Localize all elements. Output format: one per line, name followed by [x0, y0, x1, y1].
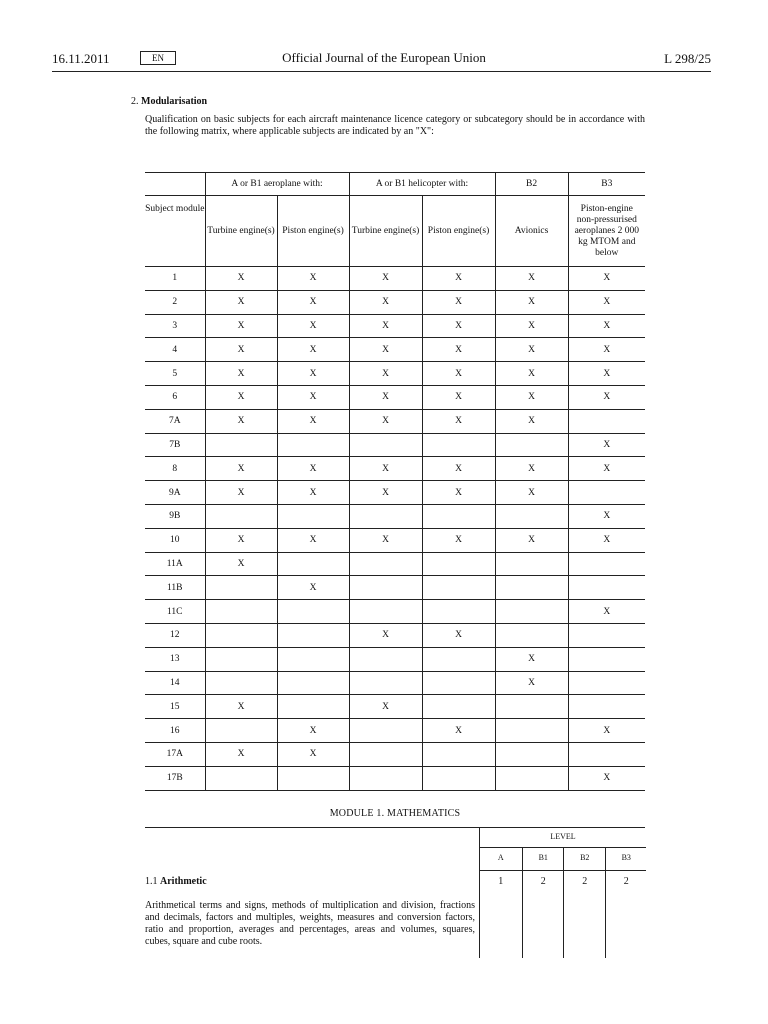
subject-description: Arithmetical terms and signs, methods of multiplication and division, fractions and decimals, factors and multiples, weights, measures and conversion factors, ratio and proportion, averages and percentages, areas and volumes, squares, cubes, square and cube roots. [145, 900, 475, 947]
matrix-cell: X [422, 719, 495, 743]
matrix-cell [205, 647, 277, 671]
matrix-cell: X [495, 362, 568, 386]
matrix-cell [277, 766, 349, 790]
matrix-cell: X [205, 314, 277, 338]
module-number-cell: 16 [145, 719, 205, 743]
table-row [145, 552, 645, 576]
level-header-b2: B2 [580, 853, 590, 862]
matrix-cell: X [277, 290, 349, 314]
section-number: 2. [131, 96, 139, 107]
table-row [145, 362, 645, 386]
table-row [145, 623, 645, 647]
matrix-cell: X [568, 290, 645, 314]
matrix-cell [495, 504, 568, 528]
module-number-cell: 3 [145, 314, 205, 338]
matrix-cell: X [277, 385, 349, 409]
matrix-cell [422, 766, 495, 790]
matrix-cell [422, 433, 495, 457]
matrix-cell: X [568, 457, 645, 481]
matrix-cell: X [422, 481, 495, 505]
matrix-cell: X [422, 267, 495, 291]
matrix-cell: X [277, 528, 349, 552]
matrix-cell [277, 647, 349, 671]
table-row [145, 671, 645, 695]
module-number-cell: 12 [145, 623, 205, 647]
matrix-cell: X [205, 457, 277, 481]
group-header-b3: B3 [568, 173, 645, 196]
matrix-cell: X [568, 719, 645, 743]
matrix-cell: X [495, 409, 568, 433]
module-number-cell: 7A [145, 409, 205, 433]
level-value-b1: 2 [540, 876, 546, 887]
matrix-cell: X [568, 314, 645, 338]
matrix-cell: X [349, 457, 422, 481]
matrix-cell: X [495, 338, 568, 362]
matrix-cell [422, 695, 495, 719]
matrix-cell: X [495, 671, 568, 695]
matrix-cell [205, 623, 277, 647]
matrix-cell [495, 576, 568, 600]
matrix-cell: X [495, 314, 568, 338]
matrix-cell: X [568, 600, 645, 624]
matrix-cell [277, 695, 349, 719]
matrix-cell: X [422, 362, 495, 386]
level-table [479, 828, 646, 958]
matrix-cell [422, 504, 495, 528]
matrix-cell [349, 742, 422, 766]
matrix-cell: X [568, 504, 645, 528]
table-row [145, 719, 645, 743]
module-number-cell: 11C [145, 600, 205, 624]
module-title: MODULE 1. MATHEMATICS [329, 808, 461, 819]
table-row [145, 742, 645, 766]
group-header-helicopter: A or B1 helicopter with: [349, 173, 495, 196]
matrix-cell: X [349, 290, 422, 314]
matrix-cell: X [205, 481, 277, 505]
matrix-cell: X [277, 719, 349, 743]
table-row [145, 267, 645, 291]
table-row [145, 600, 645, 624]
matrix-cell: X [495, 528, 568, 552]
matrix-cell [349, 504, 422, 528]
subject-heading [145, 876, 207, 887]
matrix-cell: X [349, 314, 422, 338]
matrix-cell [205, 671, 277, 695]
group-header-b2: B2 [495, 173, 568, 196]
matrix-cell: X [349, 695, 422, 719]
matrix-cell [422, 576, 495, 600]
table-row [145, 385, 645, 409]
matrix-cell [349, 766, 422, 790]
level-header-a: A [497, 853, 504, 862]
journal-title: Official Journal of the European Union [282, 50, 486, 65]
matrix-cell: X [205, 267, 277, 291]
matrix-cell [205, 504, 277, 528]
matrix-cell: X [495, 647, 568, 671]
matrix-cell: X [349, 623, 422, 647]
matrix-cell: X [277, 742, 349, 766]
matrix-cell [568, 742, 645, 766]
level-header-b3: B3 [621, 853, 631, 862]
matrix-cell: X [205, 338, 277, 362]
level-value-b3: 2 [623, 876, 629, 887]
section-title: Modularisation [141, 96, 208, 107]
matrix-cell: X [277, 362, 349, 386]
table-row [145, 695, 645, 719]
matrix-cell [495, 719, 568, 743]
matrix-cell: X [495, 267, 568, 291]
table-row [145, 766, 645, 790]
module-number-cell: 1 [145, 267, 205, 291]
language-badge: EN [140, 51, 176, 65]
helicopter-turbine-header: Turbine engine(s) [349, 196, 422, 267]
table-row [145, 647, 645, 671]
matrix-cell: X [349, 528, 422, 552]
matrix-cell: X [205, 552, 277, 576]
matrix-cell: X [277, 314, 349, 338]
group-header-aeroplane: A or B1 aeroplane with: [205, 173, 349, 196]
table-row [145, 433, 645, 457]
matrix-cell: X [422, 528, 495, 552]
page-number: L 298/25 [664, 51, 711, 66]
matrix-cell [205, 719, 277, 743]
level-header-b1: B1 [538, 853, 548, 862]
module-number-cell: 8 [145, 457, 205, 481]
matrix-cell [349, 433, 422, 457]
matrix-cell: X [568, 766, 645, 790]
level-col-a [480, 848, 522, 958]
module-number-cell: 17A [145, 742, 205, 766]
matrix-cell: X [349, 338, 422, 362]
matrix-cell [495, 742, 568, 766]
matrix-cell [495, 600, 568, 624]
matrix-cell [205, 766, 277, 790]
module-number-cell: 7B [145, 433, 205, 457]
matrix-cell [495, 766, 568, 790]
matrix-cell [495, 433, 568, 457]
level-col-b1 [522, 848, 565, 958]
matrix-cell [277, 504, 349, 528]
matrix-cell: X [349, 385, 422, 409]
level-col-b2 [563, 848, 606, 958]
module-table [145, 827, 645, 947]
table-row [145, 576, 645, 600]
matrix-cell: X [568, 362, 645, 386]
matrix-cell: X [568, 385, 645, 409]
header-rule [52, 71, 711, 72]
aeroplane-piston-header: Piston engine(s) [277, 196, 349, 267]
matrix-cell: X [422, 623, 495, 647]
module-number-cell: 14 [145, 671, 205, 695]
module-number-cell: 10 [145, 528, 205, 552]
matrix-cell: X [277, 576, 349, 600]
matrix-cell: X [205, 385, 277, 409]
matrix-cell [349, 671, 422, 695]
matrix-cell [568, 576, 645, 600]
level-value-a: 1 [498, 876, 504, 887]
matrix-cell [568, 671, 645, 695]
module-number-cell: 13 [145, 647, 205, 671]
helicopter-piston-header: Piston engine(s) [422, 196, 495, 267]
table-row [145, 314, 645, 338]
matrix-body [145, 267, 645, 791]
level-columns [480, 848, 646, 958]
matrix-cell: X [205, 290, 277, 314]
matrix-cell [422, 552, 495, 576]
level-label: LEVEL [550, 832, 576, 841]
matrix-cell: X [277, 267, 349, 291]
matrix-cell: X [422, 338, 495, 362]
b2-avionics-header: Avionics [495, 196, 568, 267]
matrix-cell [277, 552, 349, 576]
matrix-cell: X [205, 528, 277, 552]
matrix-cell: X [568, 433, 645, 457]
publication-date: 16.11.2011 [52, 51, 110, 66]
matrix-cell [349, 647, 422, 671]
subject-title: Arithmetic [160, 876, 207, 887]
matrix-cell [277, 671, 349, 695]
matrix-cell [349, 552, 422, 576]
matrix-cell [495, 623, 568, 647]
matrix-cell: X [277, 409, 349, 433]
matrix-cell: X [205, 409, 277, 433]
matrix-cell: X [349, 481, 422, 505]
matrix-cell: X [422, 290, 495, 314]
matrix-cell: X [568, 528, 645, 552]
matrix-cell [349, 576, 422, 600]
matrix-cell [568, 409, 645, 433]
matrix-cell [277, 433, 349, 457]
matrix-cell: X [205, 695, 277, 719]
aeroplane-turbine-header: Turbine engine(s) [205, 196, 277, 267]
section-intro: Qualification on basic subjects for each aircraft maintenance licence category or subcategory should be in accordance with the following matrix, where applicable subjects are indicated by an "X": [145, 114, 645, 137]
matrix-cell: X [349, 409, 422, 433]
matrix-cell [568, 623, 645, 647]
corner-cell [145, 173, 205, 196]
table-row [145, 528, 645, 552]
matrix-cell [349, 600, 422, 624]
table-row [145, 481, 645, 505]
matrix-cell: X [277, 457, 349, 481]
level-header-rule [480, 870, 646, 871]
matrix-cell [568, 695, 645, 719]
module-number-cell: 4 [145, 338, 205, 362]
table-row [145, 504, 645, 528]
matrix-cell: X [495, 457, 568, 481]
table-row [145, 290, 645, 314]
table-row [145, 457, 645, 481]
table-row [145, 338, 645, 362]
matrix-cell [205, 576, 277, 600]
matrix-cell: X [495, 385, 568, 409]
section-heading [131, 96, 207, 107]
matrix-cell: X [495, 481, 568, 505]
module-number-cell: 2 [145, 290, 205, 314]
module-number-cell: 9A [145, 481, 205, 505]
level-value-b2: 2 [582, 876, 588, 887]
modularisation-matrix [145, 172, 645, 791]
matrix-cell [422, 647, 495, 671]
module-number-cell: 15 [145, 695, 205, 719]
matrix-cell: X [568, 338, 645, 362]
table-row [145, 409, 645, 433]
matrix-cell [568, 647, 645, 671]
matrix-cell [495, 695, 568, 719]
module-number-cell: 11B [145, 576, 205, 600]
matrix-cell: X [422, 314, 495, 338]
matrix-cell [205, 600, 277, 624]
matrix-cell [568, 552, 645, 576]
matrix-cell: X [205, 742, 277, 766]
matrix-cell [495, 552, 568, 576]
journal-header [0, 49, 768, 71]
matrix-cell [422, 671, 495, 695]
matrix-cell: X [277, 338, 349, 362]
subject-module-header: Subject module [145, 196, 205, 267]
matrix-cell: X [205, 362, 277, 386]
matrix-cell: X [495, 290, 568, 314]
module-number-cell: 6 [145, 385, 205, 409]
subject-number: 1.1 [145, 876, 158, 887]
module-number-cell: 9B [145, 504, 205, 528]
matrix-cell [422, 600, 495, 624]
matrix-cell [349, 719, 422, 743]
module-number-cell: 5 [145, 362, 205, 386]
matrix-cell [422, 742, 495, 766]
matrix-cell [277, 600, 349, 624]
matrix-cell: X [422, 409, 495, 433]
matrix-cell: X [568, 267, 645, 291]
matrix-cell: X [349, 267, 422, 291]
module-number-cell: 17B [145, 766, 205, 790]
matrix-cell: X [349, 362, 422, 386]
matrix-cell [277, 623, 349, 647]
matrix-cell [568, 481, 645, 505]
matrix-cell: X [422, 385, 495, 409]
matrix-cell [205, 433, 277, 457]
matrix-cell: X [422, 457, 495, 481]
level-col-b3 [605, 848, 648, 958]
matrix-cell: X [277, 481, 349, 505]
b3-piston-header: Piston-engine non-pressurised aeroplanes 2 000 kg MTOM and below [568, 196, 645, 267]
module-number-cell: 11A [145, 552, 205, 576]
